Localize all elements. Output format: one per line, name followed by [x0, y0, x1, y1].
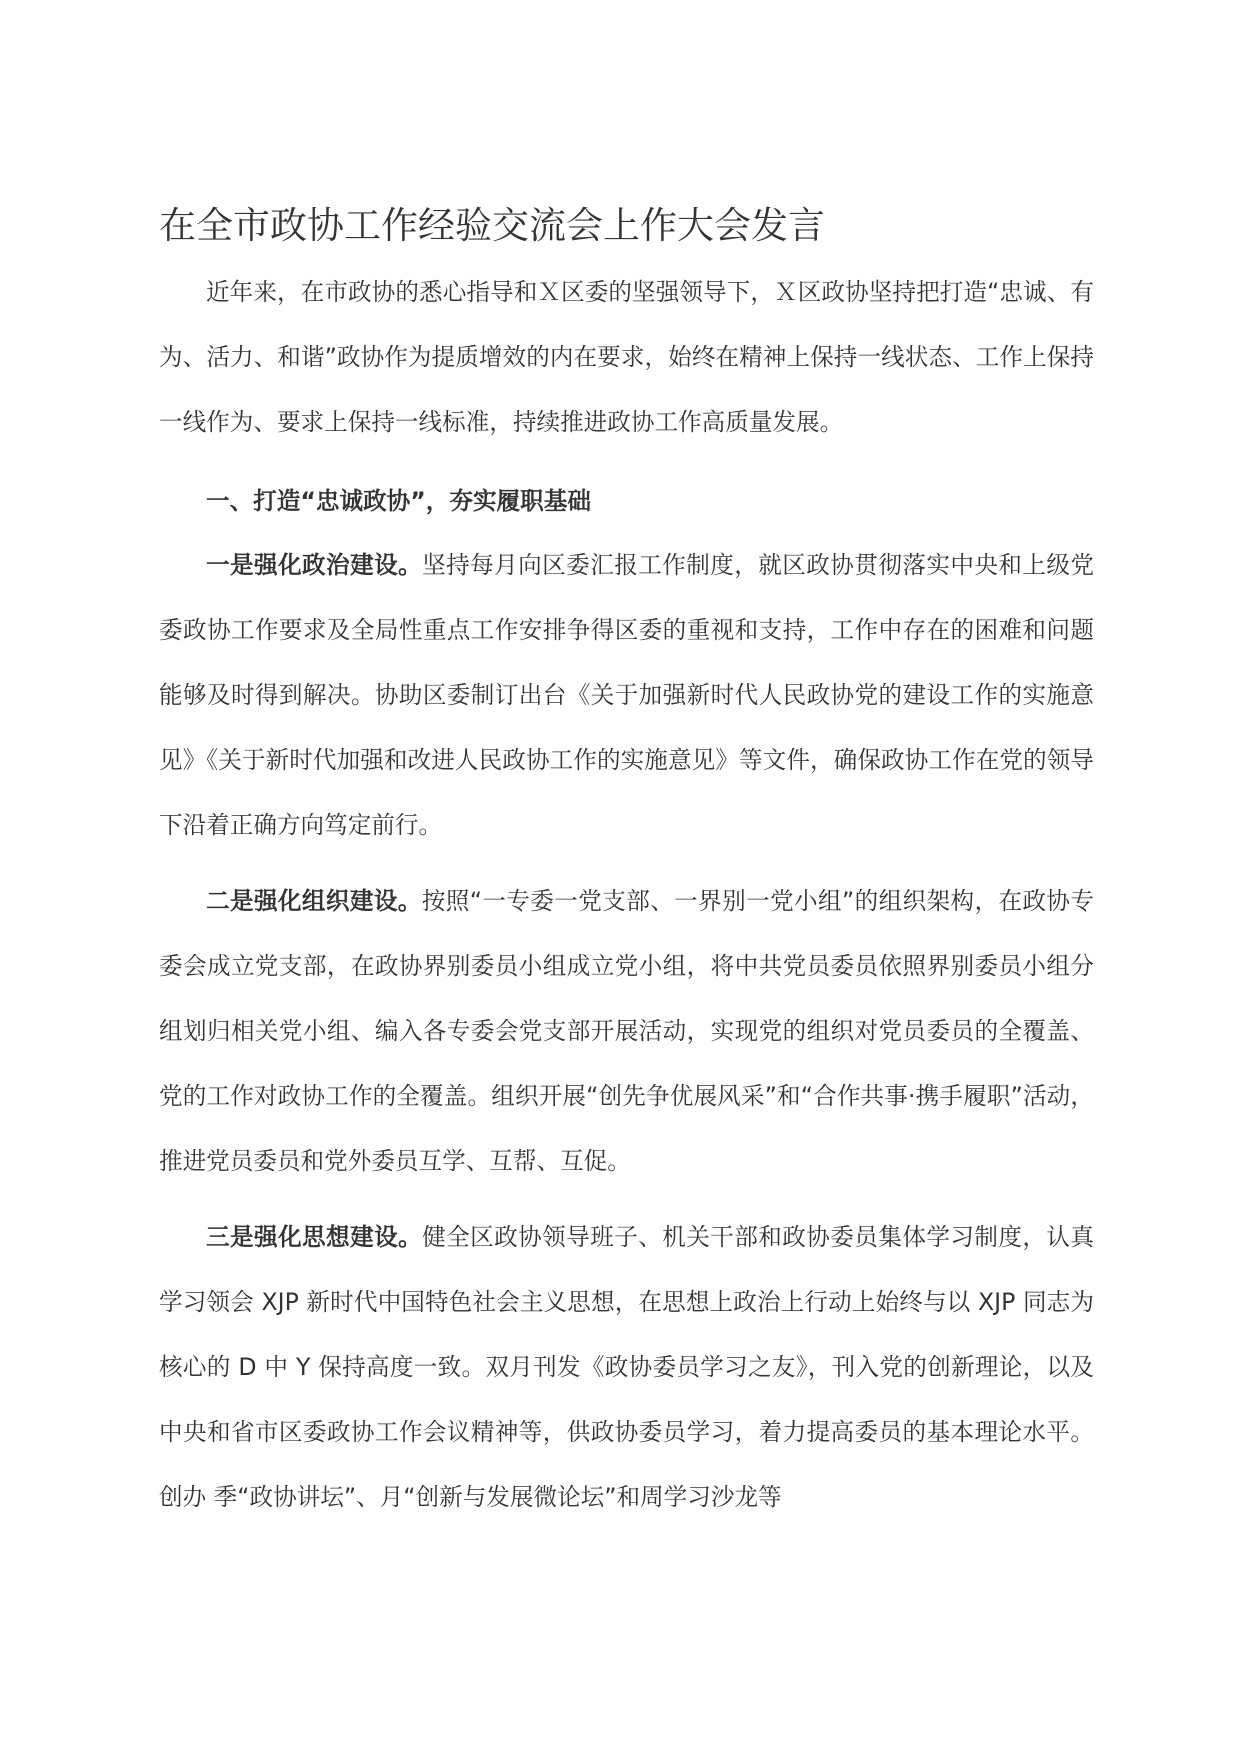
document-title: 在全市政协工作经验交流会上作大会发言: [159, 204, 825, 247]
paragraph-text: 健全区政协领导班子、机关干部和政协委员集体学习制度，认真学习领会 XJP 新时代中国特色社会主义思想，在思想上政治上行动上始终与以 XJP 同志为核心的 D 中 Y 保持高度一致。双月刊发《政协委员学习之友》，刊入党的创新理论，以及中央和省市区委政协工作会议精神等，供政协委员学习，着力提高委员的基本理论水平。创办 季“政协讲坛”、月“创新与发展微论坛”和周学习沙龙等: [159, 1223, 1095, 1511]
paragraph-ideology-building: [159, 1205, 1094, 1530]
paragraph-text: 按照“一专委一党支部、一界别一党小组”的组织架构，在政协专委会成立党支部，在政协界别委员小组成立党小组，将中共党员委员依照界别委员小组分组划归相关党小组、编入各专委会党支部开展活动，实现党的组织对党员委员的全覆盖、党的工作对政协工作的全覆盖。组织开展“创先争优展风采”和“合作共事·携手履职”活动，推进党员委员和党外委员互学、互帮、互促。: [159, 887, 1094, 1175]
section-heading: 一、打造“忠诚政协”，夯实履职基础: [206, 487, 591, 515]
paragraph-organization-building: [159, 869, 1094, 1194]
paragraph-lead: 三是强化思想建设。: [206, 1223, 423, 1251]
paragraph-text: 坚持每月向区委汇报工作制度，就区政协贯彻落实中央和上级党委政协工作要求及全局性重点工作安排争得区委的重视和支持，工作中存在的困难和问题能够及时得到解决。协助区委制订出台《关于加强新时代人民政协党的建设工作的实施意见》《关于新时代加强和改进人民政协工作的实施意见》等文件，确保政协工作在党的领导下沿着正确方向笃定前行。: [159, 551, 1095, 839]
paragraph-lead: 一是强化政治建设。: [206, 551, 423, 579]
paragraph-political-building: [159, 533, 1094, 858]
intro-paragraph: 近年来，在市政协的悉心指导和Ｘ区委的坚强领导下，Ｘ区政协坚持把打造“忠诚、有为、活力、和谐”政协作为提质增效的内在要求，始终在精神上保持一线状态、工作上保持一线作为、要求上保持一线标准，持续推进政协工作高质量发展。: [159, 278, 1094, 436]
paragraph-lead: 二是强化组织建设。: [206, 887, 422, 915]
